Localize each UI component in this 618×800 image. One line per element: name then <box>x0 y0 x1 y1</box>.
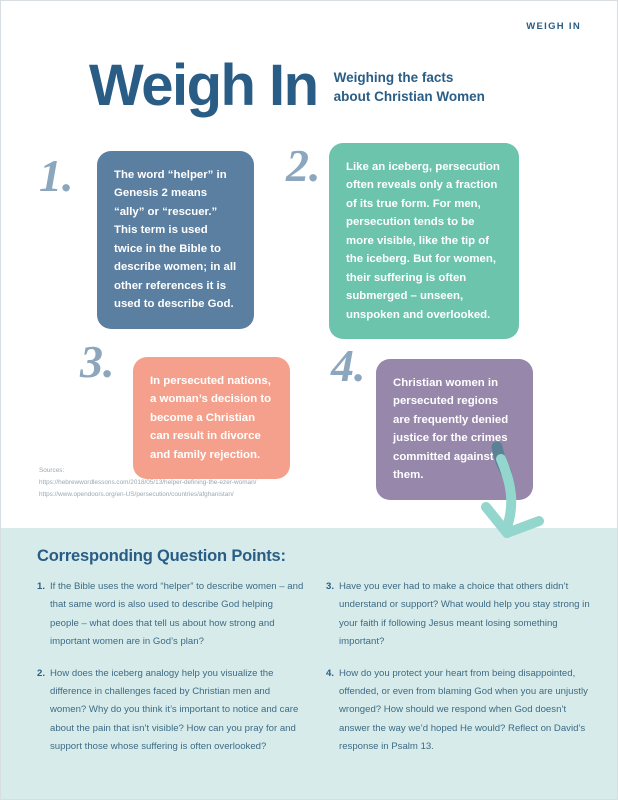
page-subtitle-line-2: about Christian Women <box>333 88 485 104</box>
question-number: 1. <box>37 581 46 592</box>
question-text: How does the iceberg analogy help you visualize the difference in challenges faced by Christian men and women? Why do you think it’s important to notice and care about the pain that isn’t visible? How can you pray for and support those whose suffering is often overlooked? <box>50 667 299 753</box>
questions-column-right <box>326 578 593 770</box>
questions-columns <box>37 578 593 770</box>
question-text: Have you ever had to make a choice that others didn’t understand or support? What would help you stay strong in your faith if following Jesus meant losing something important? <box>339 581 590 648</box>
questions-heading: Corresponding Question Points: <box>37 547 286 565</box>
question-text: If the Bible uses the word “helper” to describe women – and that same word is also used to describe God helping people – what does that tell us about how strong and important women are in God’s plan? <box>50 581 304 648</box>
question-item <box>37 665 304 757</box>
sources-block <box>39 465 256 501</box>
page-subtitle-line-1: Weighing the facts <box>333 70 454 86</box>
page-subtitle <box>334 69 485 106</box>
source-url-1: https://hebrewwordlessons.com/2018/05/13/helper-defining-the-ezer-woman/ <box>39 478 257 486</box>
question-item <box>326 665 593 757</box>
question-number: 3. <box>326 581 335 592</box>
fact-card-2: Like an iceberg, persecution often reveals only a fraction of its true form. For men, persecution tends to be more visible, like the tip of the iceberg. But for women, their suffering is often submerged – unseen, unspoken and overlooked. <box>329 143 519 339</box>
questions-panel <box>1 528 617 799</box>
title-block <box>89 53 485 118</box>
fact-number-3: 3. <box>80 336 115 387</box>
questions-column-left <box>37 578 304 770</box>
fact-card-3: In persecuted nations, a woman’s decision to become a Christian can result in divorce and family rejection. <box>133 357 290 479</box>
fact-card-4: Christian women in persecuted regions are frequently denied justice for the crimes committed against them. <box>376 359 533 500</box>
question-number: 4. <box>326 667 335 679</box>
fact-number-2: 2. <box>286 140 321 191</box>
question-item <box>326 578 593 652</box>
sources-label: Sources: <box>39 467 65 474</box>
question-number: 2. <box>37 667 46 679</box>
fact-card-1: The word “helper” in Genesis 2 means “ally” or “rescuer.” This term is used twice in the Bible to describe women; in all other references it is used to describe God. <box>97 151 254 329</box>
page-title: Weigh In <box>89 53 318 118</box>
question-text: How do you protect your heart from being disappointed, offended, or even from blaming God when you are unjustly wronged? How should we respond when God doesn’t answer the way we’d hoped He would? Reflect on David’s response in Psalm 13. <box>339 667 588 753</box>
page-eyebrow-label: WEIGH IN <box>526 21 581 32</box>
question-item <box>37 578 304 652</box>
fact-number-1: 1. <box>39 150 74 201</box>
fact-number-4: 4. <box>331 340 366 391</box>
source-url-2: https://www.opendoors.org/en-US/persecution/countries/afghanistan/ <box>39 490 234 498</box>
